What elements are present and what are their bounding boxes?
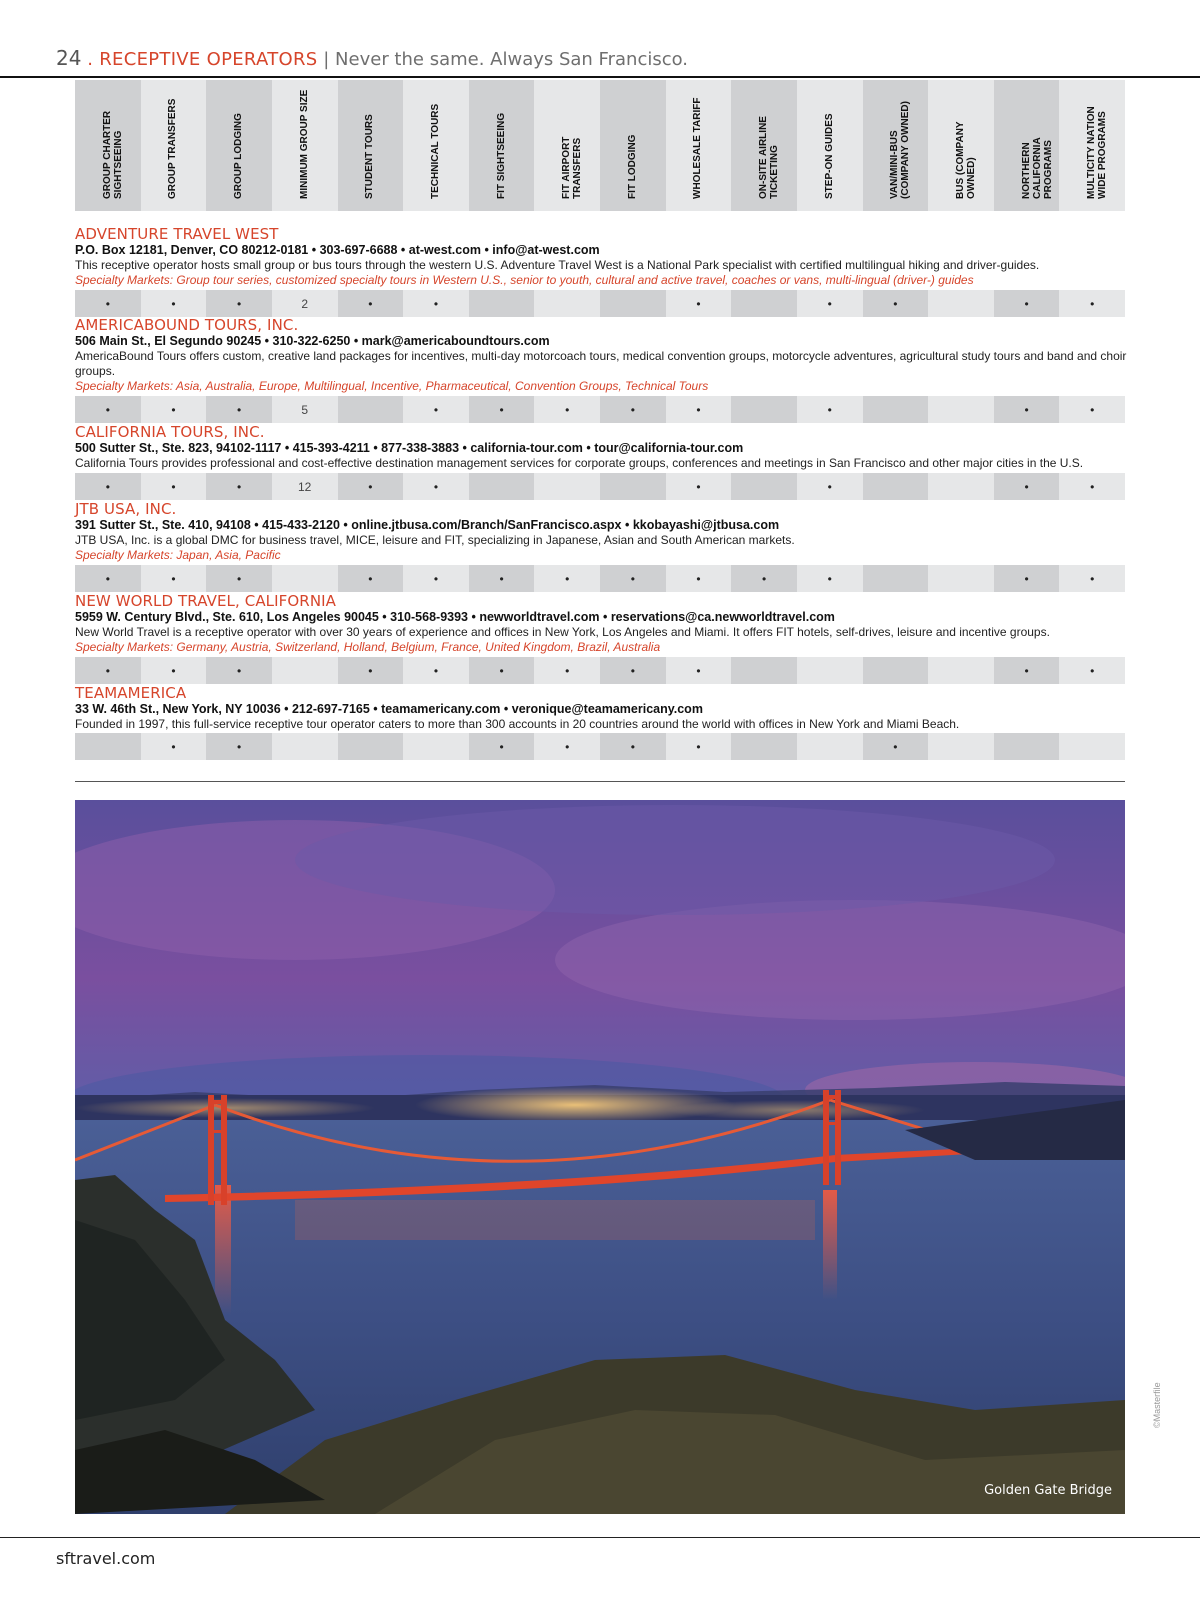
- service-cell: •: [666, 473, 732, 500]
- column-header-label: MULTICITY NATION WIDE PROGRAMS: [1086, 106, 1109, 199]
- column-header: [600, 80, 666, 211]
- min-group-size-cell: [272, 657, 338, 684]
- service-cell: •: [534, 396, 600, 423]
- column-header-label: GROUP LODGING: [233, 113, 245, 199]
- service-cell: •: [141, 657, 207, 684]
- service-cell: •: [1059, 565, 1125, 592]
- column-header-label: STUDENT TOURS: [364, 114, 376, 199]
- service-cell: [928, 733, 994, 760]
- service-cell: •: [75, 565, 141, 592]
- service-cell: •: [75, 290, 141, 317]
- service-cell: •: [141, 473, 207, 500]
- operator-description: California Tours provides professional and cost-effective destination management services for corporate groups, conferences and meetings in San Francisco and other major cities in the U.S.: [75, 456, 1084, 470]
- footer-rule: [0, 1537, 1200, 1538]
- operator-entry: [75, 317, 1135, 394]
- column-header-label: NORTHERN CALIFORNIA PROGRAMS: [1020, 137, 1054, 199]
- operator-contact: 506 Main St., El Segundo 90245 • 310-322-6250 • mark@americaboundtours.com: [75, 334, 550, 348]
- column-header-band: [75, 80, 1125, 211]
- service-cell: •: [206, 473, 272, 500]
- operator-specialty-markets: Specialty Markets: Japan, Asia, Pacific: [75, 548, 281, 562]
- service-cell: [797, 733, 863, 760]
- service-cell: [928, 290, 994, 317]
- operator-name: NEW WORLD TRAVEL, CALIFORNIA: [75, 592, 337, 610]
- service-cell: •: [1059, 657, 1125, 684]
- column-header-label: FIT LODGING: [626, 134, 638, 199]
- min-group-size-cell: [272, 733, 338, 760]
- operator-entry: [75, 501, 1135, 563]
- column-header-label: GROUP TRANSFERS: [167, 98, 179, 199]
- column-header-label: ON-SITE AIRLINE TICKETING: [758, 116, 781, 199]
- column-header: [666, 80, 732, 211]
- operator-specialty-markets: Specialty Markets: Asia, Australia, Europe, Multilingual, Incentive, Pharmaceutical, Convention Groups, Technical Tours: [75, 379, 709, 393]
- service-cell: [863, 396, 929, 423]
- service-cell: [600, 290, 666, 317]
- service-cell: •: [600, 396, 666, 423]
- service-cell: •: [469, 657, 535, 684]
- service-cell: [600, 473, 666, 500]
- page-header: [56, 46, 688, 70]
- service-cell: [731, 733, 797, 760]
- service-cell: •: [666, 290, 732, 317]
- service-cell: [338, 396, 404, 423]
- header-rule: [0, 76, 1200, 78]
- service-cell: •: [994, 565, 1060, 592]
- service-cell: •: [403, 396, 469, 423]
- service-cell: •: [666, 396, 732, 423]
- service-cell: •: [75, 396, 141, 423]
- service-cell: •: [469, 733, 535, 760]
- column-header: [272, 80, 338, 211]
- services-row: [75, 396, 1125, 423]
- service-cell: •: [534, 565, 600, 592]
- service-cell: •: [403, 290, 469, 317]
- column-header: [928, 80, 994, 211]
- service-cell: •: [534, 733, 600, 760]
- column-header-label: MINIMUM GROUP SIZE: [298, 89, 310, 199]
- min-group-size-cell: 2: [272, 290, 338, 317]
- operator-contact: 391 Sutter St., Ste. 410, 94108 • 415-433-2120 • online.jtbusa.com/Branch/SanFrancisco.aspx • kkobayashi@jtbusa.com: [75, 518, 780, 532]
- service-cell: •: [994, 473, 1060, 500]
- operator-name: TEAMAMERICA: [75, 684, 187, 702]
- service-cell: •: [534, 657, 600, 684]
- service-cell: [928, 396, 994, 423]
- column-header: [863, 80, 929, 211]
- footer-url: sftravel.com: [56, 1549, 156, 1568]
- service-cell: [1059, 733, 1125, 760]
- service-cell: •: [600, 733, 666, 760]
- column-header: [469, 80, 535, 211]
- service-cell: •: [141, 565, 207, 592]
- service-cell: [863, 473, 929, 500]
- column-header: [403, 80, 469, 211]
- column-header-label: BUS (COMPANY OWNED): [954, 121, 977, 199]
- photo-caption: Golden Gate Bridge: [984, 1483, 1112, 1498]
- operator-contact: P.O. Box 12181, Denver, CO 80212-0181 • 303-697-6688 • at-west.com • info@at-west.com: [75, 243, 600, 257]
- service-cell: •: [141, 290, 207, 317]
- service-cell: •: [469, 396, 535, 423]
- service-cell: [469, 473, 535, 500]
- service-cell: [731, 396, 797, 423]
- services-row: [75, 657, 1125, 684]
- service-cell: [403, 733, 469, 760]
- golden-gate-illustration: [75, 800, 1125, 1514]
- operator-contact: 500 Sutter St., Ste. 823, 94102-1117 • 415-393-4211 • 877-338-3883 • california-tour.com • tour@california-tour.com: [75, 441, 744, 455]
- services-row: [75, 473, 1125, 500]
- operator-specialty-markets: Specialty Markets: Group tour series, customized specialty tours in Western U.S., senior to youth, cultural and active travel, coaches or vans, multi-lingual (driver-) guides: [75, 273, 974, 287]
- column-header: [75, 80, 141, 211]
- service-cell: •: [797, 396, 863, 423]
- service-cell: •: [403, 657, 469, 684]
- service-cell: •: [1059, 290, 1125, 317]
- service-cell: •: [75, 657, 141, 684]
- operator-name: CALIFORNIA TOURS, INC.: [75, 423, 265, 441]
- service-cell: •: [403, 473, 469, 500]
- service-cell: [863, 657, 929, 684]
- service-cell: [994, 733, 1060, 760]
- content-divider: [75, 781, 1125, 782]
- operator-contact: 33 W. 46th St., New York, NY 10036 • 212-697-7165 • teamamericany.com • veronique@teamamericany.com: [75, 702, 703, 716]
- services-row: [75, 565, 1125, 592]
- operator-entry: [75, 424, 1135, 471]
- service-cell: •: [75, 473, 141, 500]
- service-cell: •: [141, 396, 207, 423]
- column-header: [338, 80, 404, 211]
- service-cell: [75, 733, 141, 760]
- service-cell: [928, 565, 994, 592]
- service-cell: •: [206, 396, 272, 423]
- service-cell: •: [469, 565, 535, 592]
- operator-contact: 5959 W. Century Blvd., Ste. 610, Los Angeles 90045 • 310-568-9393 • newworldtravel.com • reservations@ca.newworldtravel.com: [75, 610, 835, 624]
- service-cell: •: [206, 290, 272, 317]
- service-cell: [731, 657, 797, 684]
- operator-description: New World Travel is a receptive operator with over 30 years of experience and offices in New York, Los Angeles and Miami. It offers FIT hotels, self-drives, leisure and incentive groups.: [75, 625, 1050, 639]
- operator-description: AmericaBound Tours offers custom, creative land packages for incentives, multi-day motorcoach tours, medical convention groups, motorcycle adventures, agricultural study tours and band and choir groups.: [75, 349, 1127, 378]
- section-title: . RECEPTIVE OPERATORS: [87, 49, 318, 70]
- photo-credit: ©Masterfile: [1152, 1382, 1162, 1428]
- service-cell: •: [206, 565, 272, 592]
- operator-name: JTB USA, INC.: [75, 500, 177, 518]
- service-cell: •: [338, 290, 404, 317]
- service-cell: •: [1059, 396, 1125, 423]
- column-header-label: VAN/MINI-BUS (COMPANY OWNED): [889, 101, 912, 199]
- service-cell: [797, 657, 863, 684]
- services-row: [75, 733, 1125, 760]
- service-cell: •: [797, 473, 863, 500]
- column-header: [1059, 80, 1125, 211]
- column-header: [731, 80, 797, 211]
- service-cell: •: [403, 565, 469, 592]
- service-cell: •: [731, 565, 797, 592]
- operator-specialty-markets: Specialty Markets: Germany, Austria, Switzerland, Holland, Belgium, France, United Kingdom, Brazil, Australia: [75, 640, 661, 654]
- service-cell: •: [797, 565, 863, 592]
- service-cell: [928, 657, 994, 684]
- service-cell: •: [600, 657, 666, 684]
- service-cell: [534, 290, 600, 317]
- service-cell: •: [206, 733, 272, 760]
- column-header: [797, 80, 863, 211]
- operator-name: ADVENTURE TRAVEL WEST: [75, 225, 279, 243]
- golden-gate-photo: [75, 800, 1125, 1514]
- service-cell: •: [666, 733, 732, 760]
- column-header: [141, 80, 207, 211]
- operator-entry: [75, 593, 1135, 655]
- services-row: [75, 290, 1125, 317]
- min-group-size-cell: 5: [272, 396, 338, 423]
- service-cell: [469, 290, 535, 317]
- service-cell: •: [863, 733, 929, 760]
- service-cell: •: [1059, 473, 1125, 500]
- service-cell: •: [863, 290, 929, 317]
- column-header-label: WHOLESALE TARIFF: [692, 97, 704, 199]
- min-group-size-cell: [272, 565, 338, 592]
- service-cell: [928, 473, 994, 500]
- column-header: [534, 80, 600, 211]
- operator-entry: [75, 226, 1135, 288]
- column-header-label: GROUP CHARTER SIGHTSEEING: [101, 110, 124, 199]
- column-header-label: TECHNICAL TOURS: [429, 103, 441, 199]
- column-header: [994, 80, 1060, 211]
- service-cell: •: [338, 657, 404, 684]
- operator-description: Founded in 1997, this full-service receptive tour operator caters to more than 300 accounts in 20 countries around the world with offices in New York and Miami Beach.: [75, 717, 960, 731]
- operator-entry: [75, 685, 1135, 732]
- column-header-label: FIT AIRPORT TRANSFERS: [561, 136, 584, 199]
- service-cell: •: [666, 657, 732, 684]
- header-separator: |: [323, 49, 336, 70]
- service-cell: •: [994, 657, 1060, 684]
- service-cell: [338, 733, 404, 760]
- column-header-label: FIT SIGHTSEEING: [495, 112, 507, 199]
- operator-description: JTB USA, Inc. is a global DMC for business travel, MICE, leisure and FIT, specializing in Japanese, Asian and South American markets.: [75, 533, 795, 547]
- tagline: Never the same. Always San Francisco.: [335, 49, 689, 70]
- service-cell: •: [338, 565, 404, 592]
- page-number: 24: [56, 46, 82, 70]
- service-cell: •: [797, 290, 863, 317]
- column-header-label: STEP-ON GUIDES: [823, 113, 835, 199]
- service-cell: [863, 565, 929, 592]
- service-cell: •: [338, 473, 404, 500]
- service-cell: [731, 290, 797, 317]
- service-cell: •: [666, 565, 732, 592]
- service-cell: •: [600, 565, 666, 592]
- service-cell: [534, 473, 600, 500]
- service-cell: [731, 473, 797, 500]
- column-header: [206, 80, 272, 211]
- min-group-size-cell: 12: [272, 473, 338, 500]
- service-cell: •: [994, 290, 1060, 317]
- operator-name: AMERICABOUND TOURS, INC.: [75, 316, 299, 334]
- operator-description: This receptive operator hosts small group or bus tours through the western U.S. Adventure Travel West is a National Park specialist with certified multilingual hiking and driver-guides.: [75, 258, 1040, 272]
- service-cell: •: [994, 396, 1060, 423]
- service-cell: •: [141, 733, 207, 760]
- service-cell: •: [206, 657, 272, 684]
